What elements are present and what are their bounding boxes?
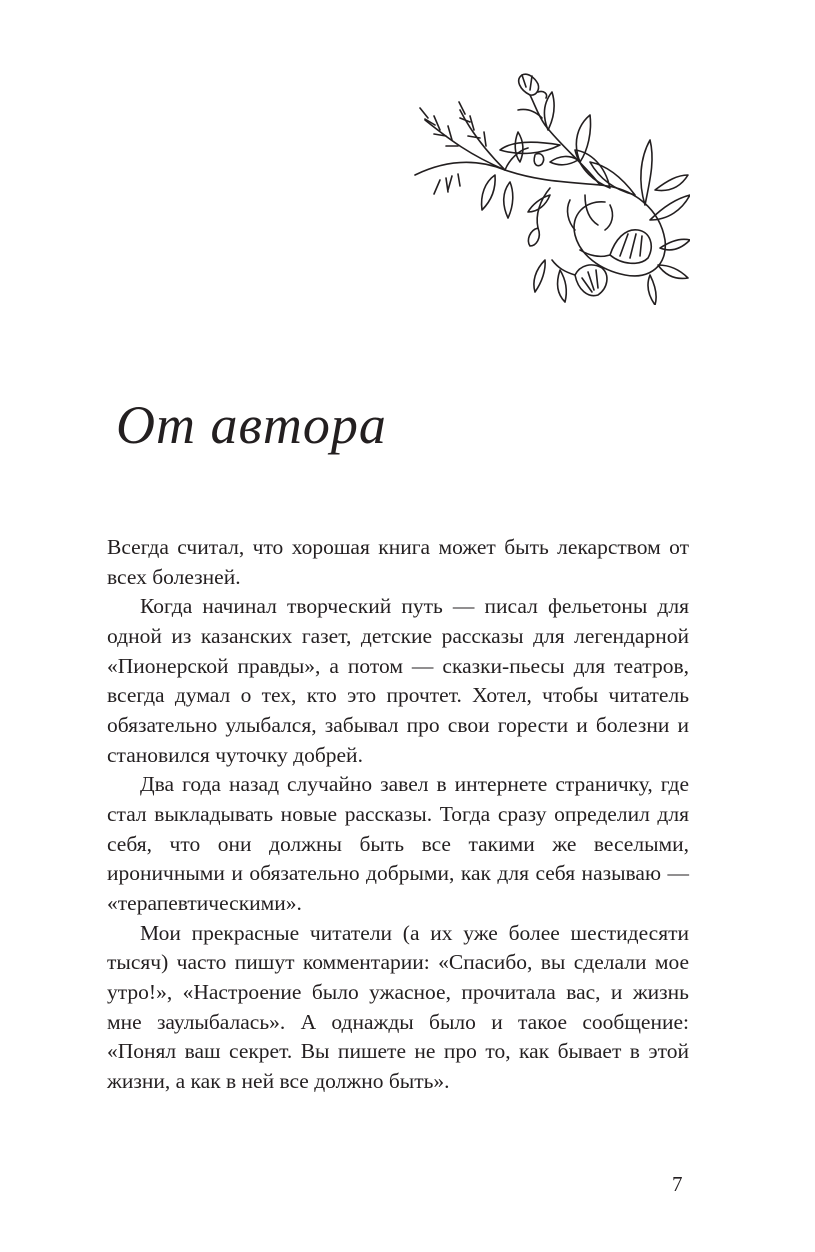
paragraph: Два года назад случайно завел в интернете страничку, где стал выкладывать новые рассказы. Тогда сразу определил для себя, что они должны быть все такими же веселыми, ироничными и обязательно добрыми, как для себя называю — «терапевтическими».: [107, 772, 689, 915]
floral-ornament-icon: [410, 70, 690, 305]
paragraph: Мои прекрасные читатели (а их уже более шестидесяти тысяч) часто пишут комментарии: «Спасибо, вы сделали мое утро!», «Настроение было ужасное, прочитала вас, и жизнь мне заулыбалась». А однажды было и такое сообщение: «Понял ваш секрет. Вы пишете не про то, как бывает в этой жизни, а как в ней все должно быть».: [107, 920, 689, 1093]
paragraph: Когда начинал творческий путь — писал фельетоны для одной из казанских газет, детские рассказы для легендарной «Пионерской правды», а потом — сказки-пьесы для театров, всегда думал о тех, кто это прочтет. Хотел, чтобы читатель обязательно улыбался, забывал про свои горести и болезни и становился чуточку добрей.: [107, 594, 689, 767]
page-number: 7: [672, 1172, 683, 1196]
body-text: [107, 533, 689, 1096]
paragraph: Всегда считал, что хорошая книга может быть лекарством от всех болезней.: [107, 535, 689, 589]
chapter-title: От автора: [116, 395, 387, 455]
